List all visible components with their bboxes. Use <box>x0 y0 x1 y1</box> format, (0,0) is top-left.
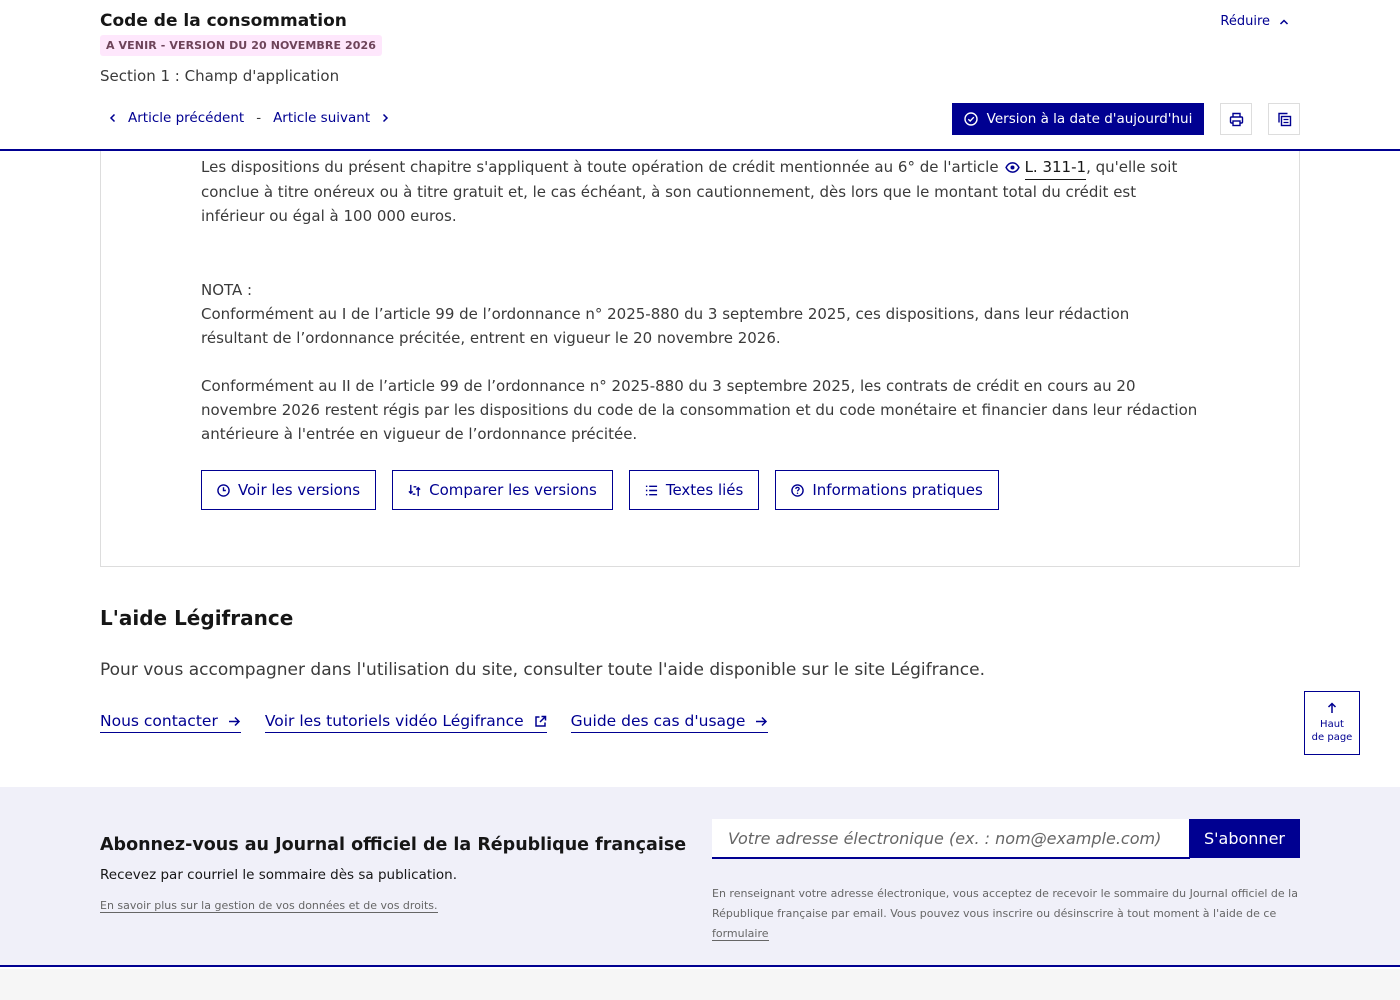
subscribe-button[interactable]: S'abonner <box>1189 819 1300 858</box>
version-badge: A VENIR - VERSION DU 20 NOVEMBRE 2026 <box>100 35 382 56</box>
data-management-link[interactable]: En savoir plus sur la gestion de vos données et de vos droits. <box>100 899 438 912</box>
compare-icon <box>408 484 421 497</box>
nota-block <box>201 278 1201 470</box>
previous-article-link[interactable] <box>108 110 244 126</box>
footer-strip <box>0 969 1400 1000</box>
section-title: Section 1 : Champ d'application <box>100 67 340 85</box>
nota-paragraph-1: Conformément au I de l’article 99 de l’ordonnance n° 2025-880 du 3 septembre 2025, ces dispositions, dans leur rédaction résultant de l’ordonnance précitée, entrent en vigueur le 20 novembre 2026. <box>201 305 1130 347</box>
next-article-link[interactable] <box>273 110 390 126</box>
external-link-icon <box>534 715 547 728</box>
aide-text: Pour vous accompagner dans l'utilisation du site, consulter toute l'aide disponible sur le site Légifrance. <box>100 660 986 680</box>
article-body <box>201 155 1201 228</box>
article-link-l311-1[interactable]: L. 311-1 <box>1025 155 1086 180</box>
nav-separator: - <box>256 110 262 126</box>
back-to-top-button[interactable] <box>1304 691 1360 755</box>
linked-texts-button[interactable] <box>629 470 760 510</box>
nota-paragraph-2: Conformément au II de l’article 99 de l’ordonnance n° 2025-880 du 3 septembre 2025, les contrats de crédit en cours au 20 novembre 2026 restent régis par les dispositions du code de la consommation et du code monétaire et financier dans leur rédaction antérieure à l'entrée en vigueur de l’ordonnance précitée. <box>201 377 1198 443</box>
subscribe-legal-text: En renseignant votre adresse électronique, vous acceptez de recevoir le sommaire du Journal officiel de la République française par email. Vous pouvez vous inscrire ou désinscrire à tout moment à l'aide de ce <box>712 887 1298 920</box>
reduce-label: Réduire <box>1220 14 1270 29</box>
contact-link[interactable] <box>100 712 241 733</box>
aide-title: L'aide Légifrance <box>100 606 294 630</box>
code-title: Code de la consommation <box>100 11 347 31</box>
today-version-button[interactable] <box>952 103 1204 135</box>
chevron-right-icon <box>380 113 390 123</box>
email-input[interactable] <box>712 819 1190 859</box>
previous-article-label: Article précédent <box>128 110 245 126</box>
subscribe-legal <box>712 884 1302 944</box>
video-tutorials-label: Voir les tutoriels vidéo Légifrance <box>264 712 524 730</box>
chevron-up-icon <box>1278 16 1290 28</box>
sticky-header <box>0 0 1400 151</box>
linked-texts-label: Textes liés <box>665 481 744 499</box>
practical-info-button[interactable] <box>775 470 998 510</box>
next-article-label: Article suivant <box>273 110 371 126</box>
article-navigation <box>108 110 390 126</box>
arrow-right-icon <box>228 715 241 728</box>
copy-button[interactable] <box>1268 103 1300 135</box>
list-icon <box>645 484 658 497</box>
arrow-right-icon <box>755 715 768 728</box>
back-to-top-line1: Haut <box>1320 719 1344 730</box>
video-tutorials-link[interactable] <box>265 712 547 733</box>
view-versions-label: Voir les versions <box>238 481 361 499</box>
contact-label: Nous contacter <box>100 712 218 730</box>
eye-icon <box>1005 162 1020 173</box>
arrow-up-icon <box>1326 702 1338 714</box>
back-to-top-line2: de page <box>1311 732 1353 743</box>
article-actions <box>201 470 999 510</box>
view-versions-button[interactable] <box>201 470 376 510</box>
compare-versions-label: Comparer les versions <box>429 481 597 499</box>
article-paragraph <box>201 155 1201 228</box>
question-icon <box>791 484 804 497</box>
reduce-button[interactable] <box>1220 14 1290 29</box>
subscribe-title: Abonnez-vous au Journal officiel de la République française <box>100 835 687 855</box>
subscribe-section <box>0 787 1400 967</box>
nota-label: NOTA : <box>201 281 253 299</box>
compare-versions-button[interactable] <box>392 470 613 510</box>
aide-links <box>100 712 768 733</box>
print-button[interactable] <box>1220 103 1252 135</box>
check-circle-icon <box>964 112 978 126</box>
chevron-left-icon <box>108 113 118 123</box>
use-cases-guide-link[interactable] <box>571 712 769 733</box>
clock-icon <box>217 484 230 497</box>
use-cases-guide-label: Guide des cas d'usage <box>570 712 746 730</box>
article-text-start: Les dispositions du présent chapitre s'appliquent à toute opération de crédit mentionnée au 6° de l'article <box>201 158 999 176</box>
form-link[interactable]: formulaire <box>712 927 769 940</box>
practical-info-label: Informations pratiques <box>812 481 983 499</box>
today-version-label: Version à la date d'aujourd'hui <box>986 111 1193 127</box>
printer-icon <box>1229 112 1244 127</box>
article-text-end: , qu'elle soit conclue à titre onéreux ou à titre gratuit et, le cas échéant, à son cautionnement, dès lors que le montant total du crédit est inférieur ou égal à 100 000 euros. <box>201 158 1178 225</box>
subscribe-description: Recevez par courriel le sommaire dès sa publication. <box>100 867 458 883</box>
copy-icon <box>1277 112 1292 127</box>
